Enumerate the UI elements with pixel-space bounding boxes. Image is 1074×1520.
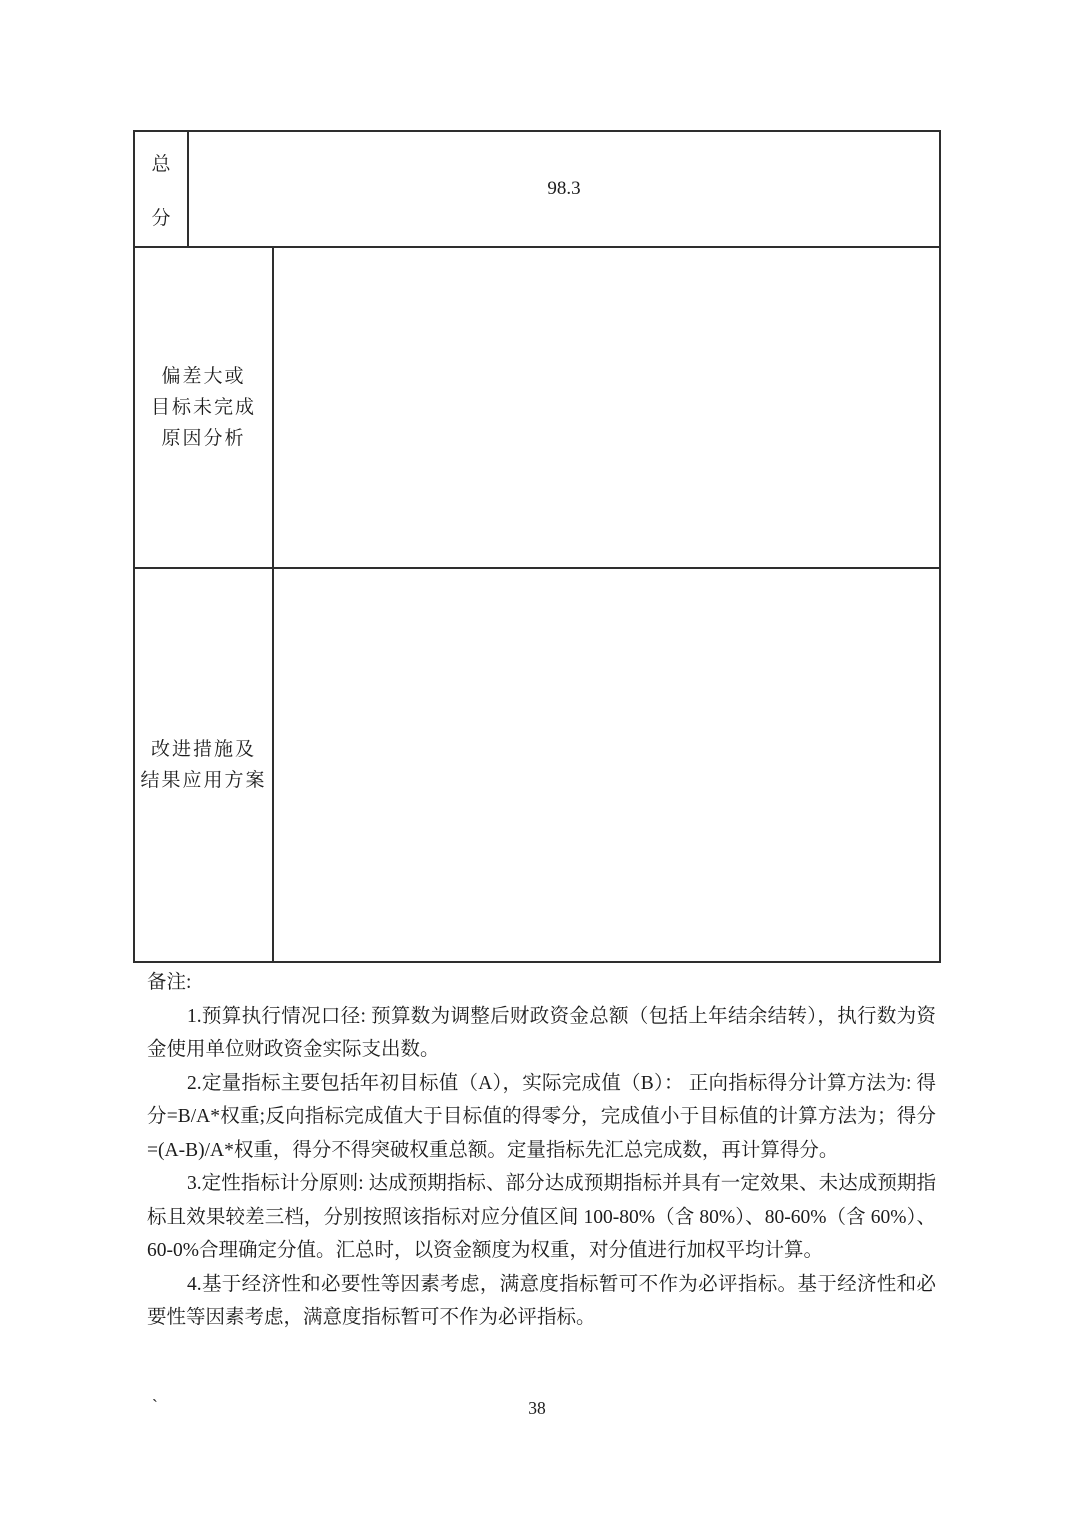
deviation-analysis-label-line: 目标未完成 — [150, 397, 256, 418]
page-number: 38 — [528, 1398, 546, 1418]
deviation-analysis-label-line: 原因分析 — [161, 428, 246, 449]
deviation-analysis-label — [135, 248, 274, 567]
remark-item-1: 1.预算执行情况口径: 预算数为调整后财政资金总额（包括上年结余结转），执行数为资金使用单位财政资金实际支出数。 — [147, 1005, 936, 1060]
total-score-label-line: 总 — [151, 153, 171, 175]
score-summary-table — [133, 130, 941, 963]
total-score-value: 98.3 — [547, 178, 581, 199]
deviation-analysis-label-line: 偏差大或 — [161, 366, 246, 387]
total-score-row — [135, 132, 939, 246]
deviation-analysis-row — [135, 246, 939, 567]
improvement-plan-row — [135, 567, 939, 961]
remark-item-2: 2.定量指标主要包括年初目标值（A），实际完成值（B）： 正向指标得分计算方法为: 得分=B/A*权重;反向指标完成值大于目标值的得零分，完成值小于目标值的计算方法为；得分=(A-B)/A*权重，得分不得突破权重总额。定量指标先汇总完成数，再计算得分。 — [147, 1072, 936, 1161]
total-score-label — [135, 132, 189, 246]
stray-mark: ` — [152, 1396, 158, 1416]
improvement-plan-label-line: 改进措施及 — [150, 739, 256, 760]
total-score-label-line: 分 — [151, 207, 171, 229]
improvement-plan-label — [135, 569, 274, 961]
improvement-plan-content — [274, 569, 939, 961]
improvement-plan-label-line: 结果应用方案 — [140, 770, 267, 791]
remarks-section — [147, 966, 936, 1335]
remarks-heading: 备注: — [147, 972, 192, 993]
remark-item-3: 3.定性指标计分原则: 达成预期指标、部分达成预期指标并具有一定效果、未达成预期指标且效果较差三档，分别按照该指标对应分值区间 100-80%（含 80%）、80-60%（含 60%）、60-0%合理确定分值。汇总时，以资金额度为权重，对分值进行加权平均计算。 — [147, 1173, 936, 1261]
remark-item-4: 4.基于经济性和必要性等因素考虑，满意度指标暂可不作为必评指标。基于经济性和必要性等因素考虑，满意度指标暂可不作为必评指标。 — [147, 1273, 936, 1328]
deviation-analysis-content — [274, 248, 939, 567]
